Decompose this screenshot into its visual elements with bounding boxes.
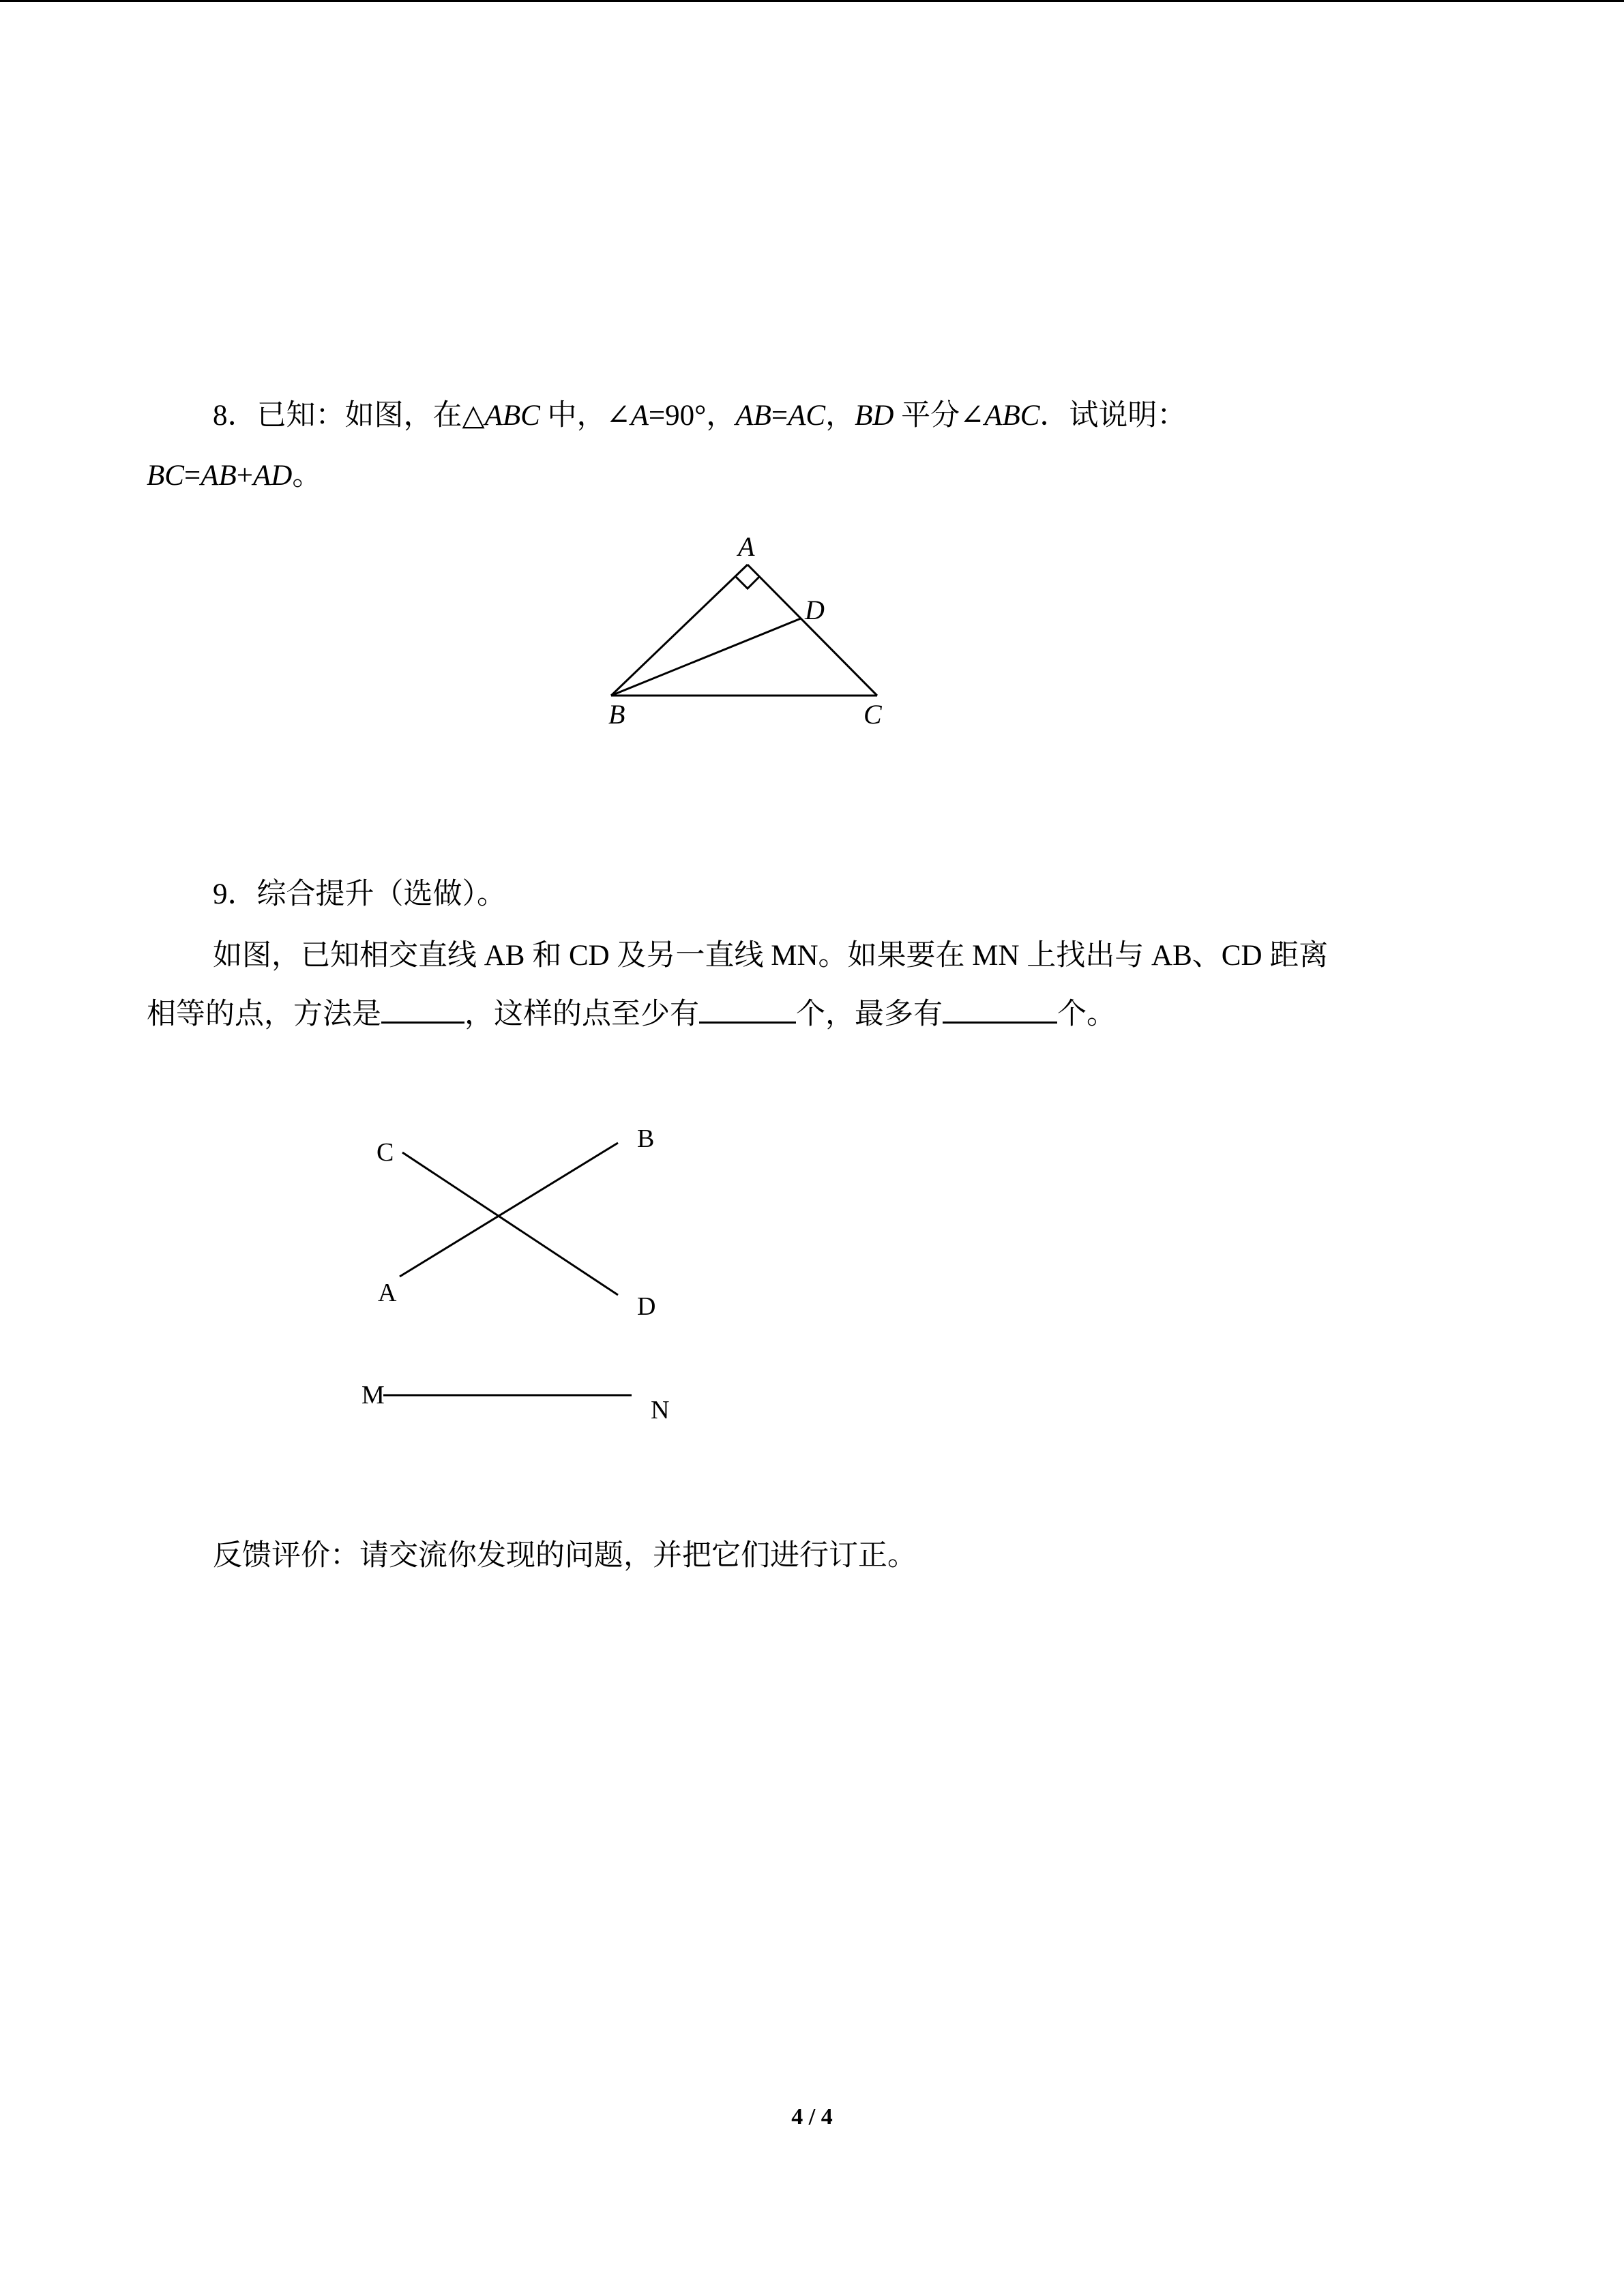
line-ab <box>400 1143 618 1277</box>
label-d: D <box>805 595 825 625</box>
q9-title: 9．综合提升（选做）。 <box>213 878 506 910</box>
q8-statement-line1: 8．已知：如图，在△ABC 中，∠A=90°，AB=AC，BD 平分∠ABC．试说明： <box>213 400 1187 432</box>
q8-statement-line2: BC=AB+AD。 <box>147 460 322 492</box>
feedback-text: 反馈评价：请交流你发现的问题，并把它们进行订正。 <box>213 1540 917 1572</box>
line-cd <box>402 1152 618 1295</box>
lines-figure <box>355 1118 696 1432</box>
right-angle-mark <box>735 576 759 588</box>
label-b: B <box>637 1124 655 1153</box>
method-blank[interactable] <box>381 994 464 1024</box>
label-a: A <box>378 1279 397 1307</box>
q9-statement-line1: 如图，已知相交直线 AB 和 CD 及另一直线 MN。如果要在 MN 上找出与 AB、CD 距离 <box>213 940 1329 972</box>
label-m: M <box>361 1381 385 1410</box>
label-n: N <box>651 1396 670 1425</box>
side-ab <box>611 565 748 696</box>
min-count-blank[interactable] <box>699 994 796 1024</box>
page-number: 4 / 4 <box>791 2104 833 2130</box>
q9-statement-line2: 相等的点，方法是 ，这样的点至少有 个，最多有 个。 <box>147 994 1116 1035</box>
triangle-figure <box>587 525 900 736</box>
side-ac <box>748 565 877 696</box>
label-c: C <box>377 1138 394 1167</box>
bisector-bd <box>611 618 801 696</box>
label-d: D <box>637 1292 656 1321</box>
label-a: A <box>738 531 755 562</box>
label-c: C <box>863 699 882 730</box>
label-b: B <box>608 699 625 730</box>
max-count-blank[interactable] <box>943 994 1057 1024</box>
top-border <box>0 0 1624 2</box>
